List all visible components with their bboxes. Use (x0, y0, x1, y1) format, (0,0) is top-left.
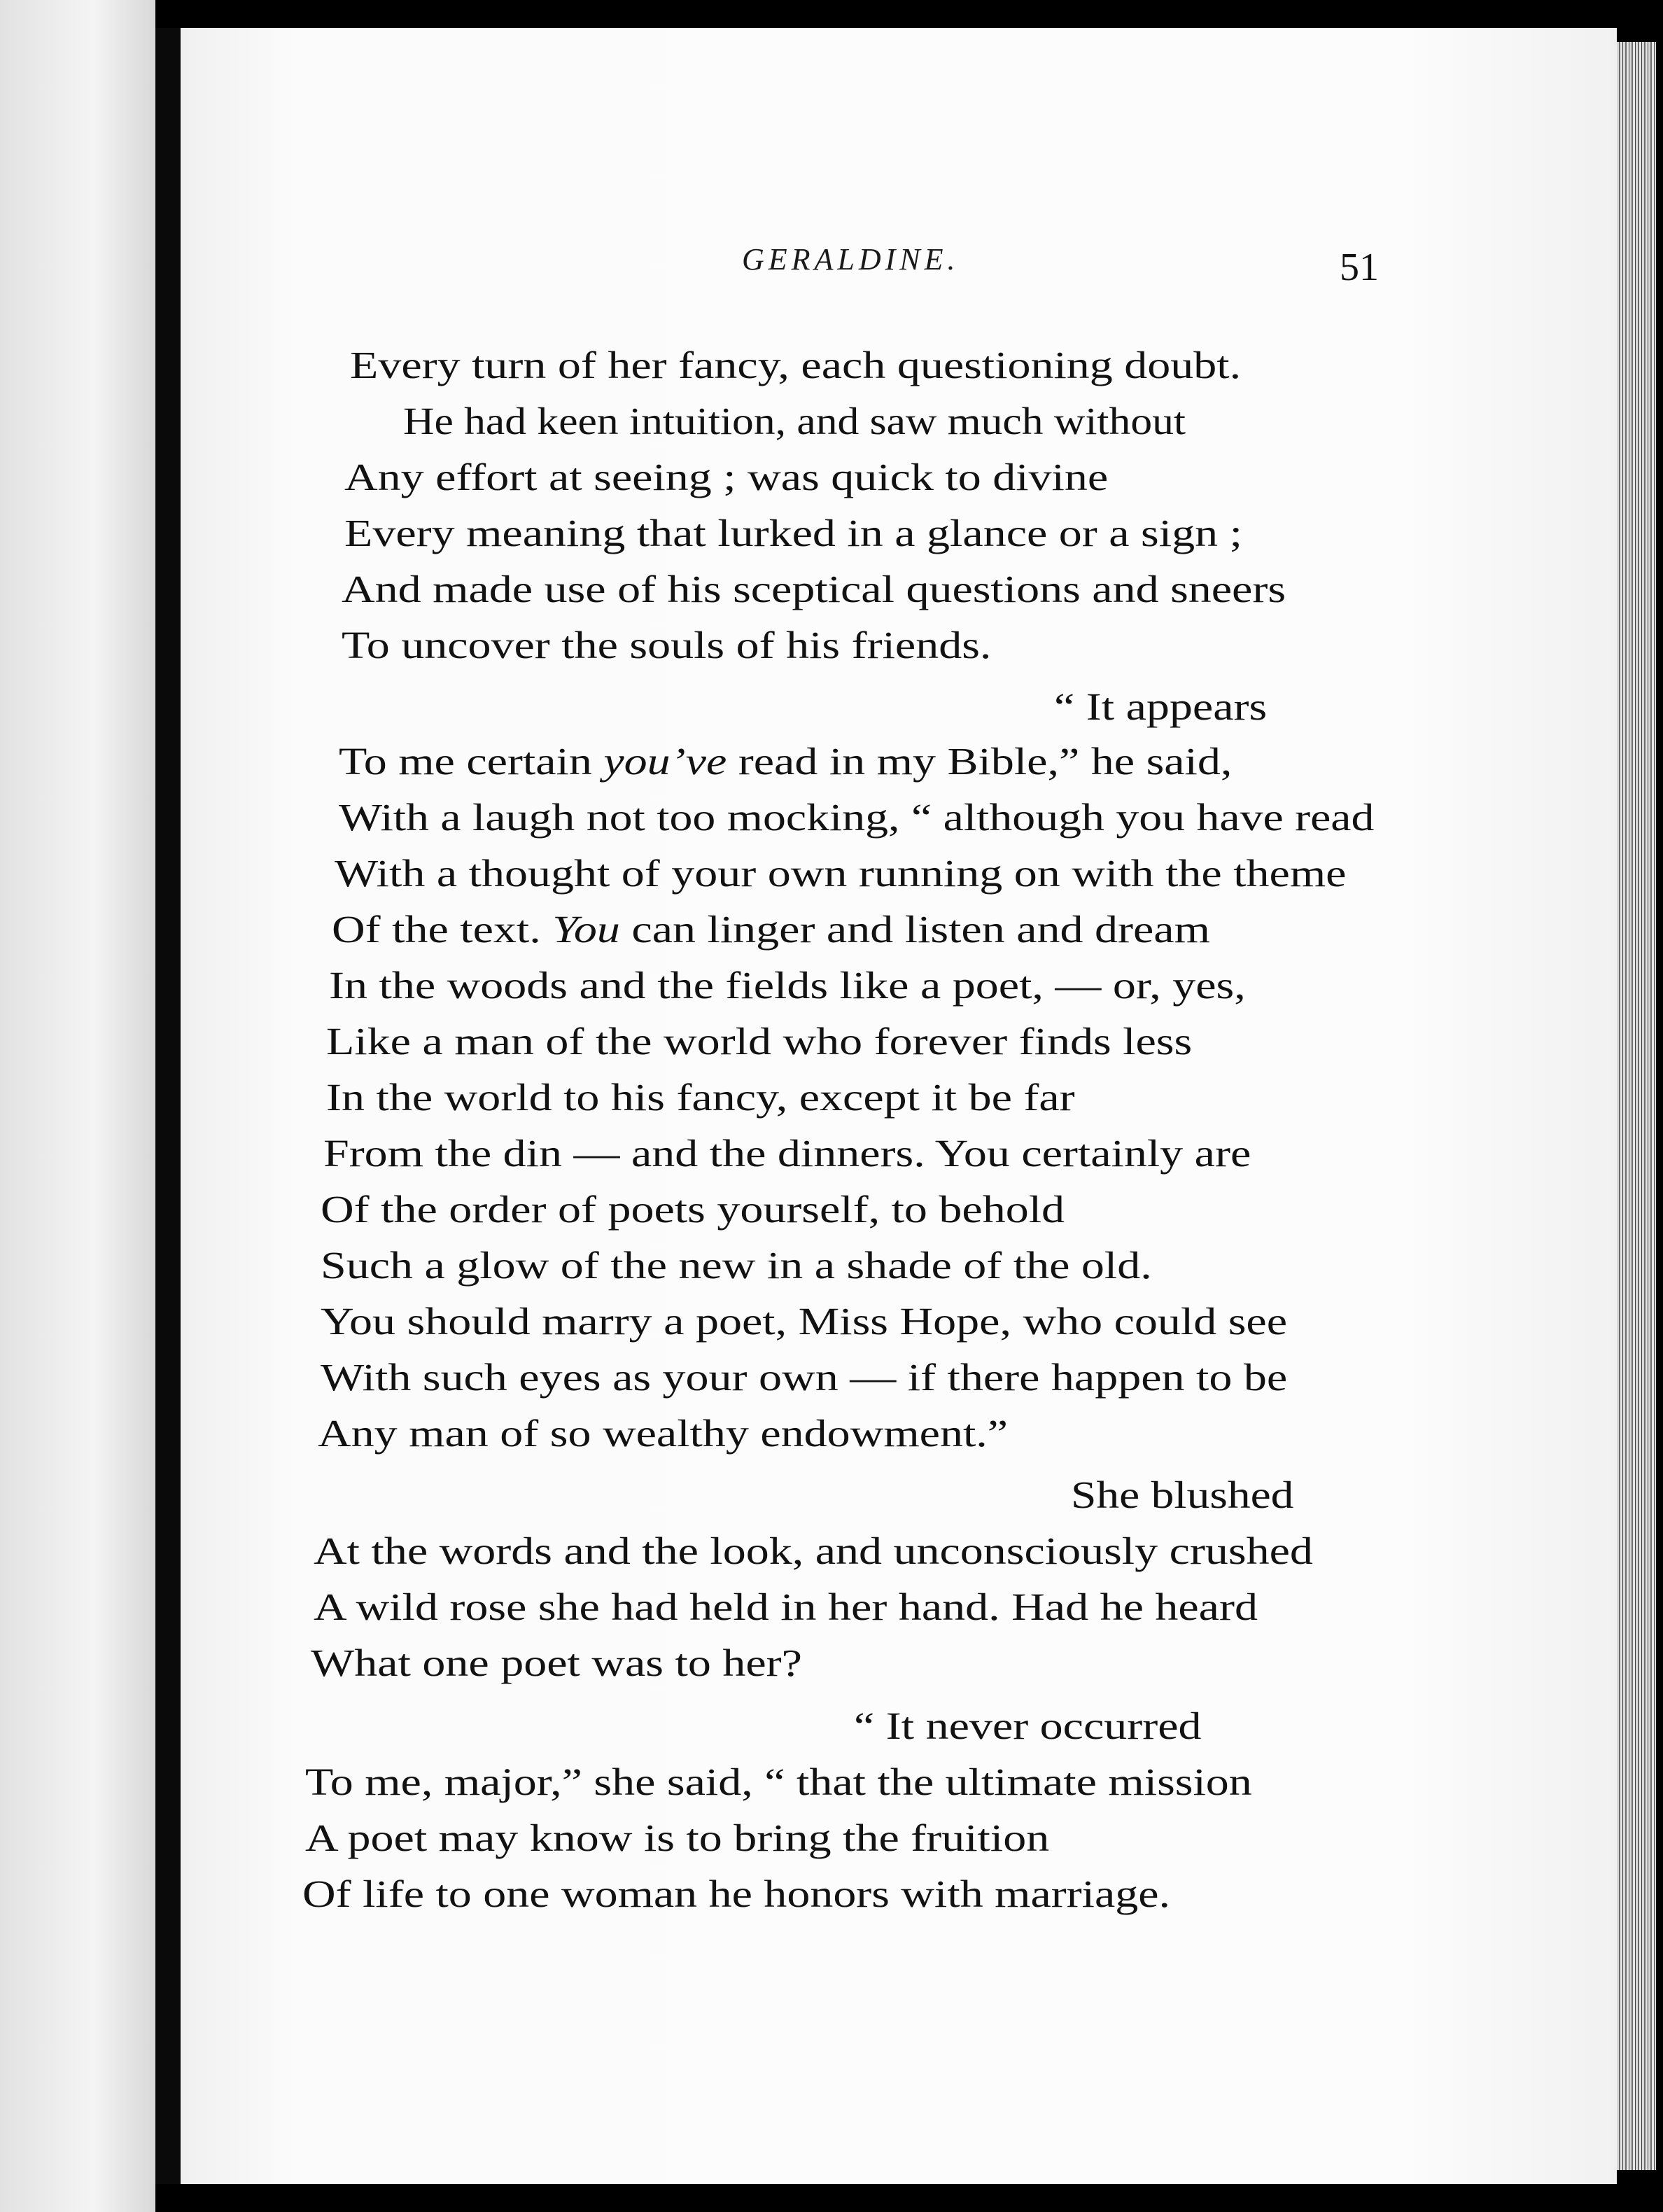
line-segment: Every meaning that lurked in a glance or a sign ; (344, 512, 1242, 554)
poem-line (344, 512, 1242, 554)
line-segment: read in my Bible,” he said, (727, 740, 1233, 783)
poem-line (332, 909, 1210, 951)
poem-line (342, 568, 1286, 610)
facing-page-edge (0, 0, 155, 2212)
line-segment: With a thought of your own running on with the theme (335, 852, 1347, 895)
line-segment: can linger and listen and dream (619, 908, 1210, 951)
line-segment: From the din — and the dinners. You certainly are (323, 1132, 1251, 1175)
poem-line (335, 853, 1346, 895)
line-segment: You should marry a poet, Miss Hope, who could see (321, 1300, 1288, 1343)
line-segment: At the words and the look, and unconsciously crushed (314, 1530, 1313, 1572)
line-segment: Of life to one woman he honors with marriage. (302, 1872, 1171, 1915)
poem-line (329, 965, 1246, 1007)
poem-line (350, 344, 1241, 386)
poem-line (321, 1245, 1152, 1287)
poem-line (323, 1133, 1251, 1175)
line-segment: To me certain (339, 740, 604, 783)
line-segment: She blushed (1071, 1474, 1294, 1516)
poem-line (854, 1705, 1202, 1747)
line-segment: He had keen intuition, and saw much without (403, 400, 1186, 442)
poem-line (318, 1413, 1008, 1455)
line-segment: Such a glow of the new in a shade of the old. (321, 1244, 1152, 1287)
line-segment: “ It never occurred (854, 1704, 1202, 1747)
line-segment: Any effort at seeing ; was quick to divine (344, 456, 1109, 498)
poem-line (326, 1021, 1192, 1063)
poem-line (326, 1077, 1075, 1119)
poem-line (314, 1530, 1313, 1572)
line-segment: A wild rose she had held in her hand. Had he heard (314, 1586, 1258, 1628)
line-segment: Like a man of the world who forever finds less (326, 1020, 1193, 1063)
poem-line (302, 1873, 1170, 1915)
poem-line (321, 1301, 1287, 1343)
poem-line (311, 1642, 802, 1684)
poem-line (305, 1817, 1049, 1859)
poem-line (403, 400, 1186, 442)
book-gutter (155, 28, 181, 2184)
line-segment: With a laugh not too mocking, “ although you have read (339, 796, 1375, 839)
line-segment: Of the order of poets yourself, to behold (321, 1188, 1065, 1231)
line-segment: Of the text. (332, 908, 553, 951)
line-segment: To uncover the souls of his friends. (342, 624, 992, 666)
line-segment: In the woods and the fields like a poet, — or, yes, (329, 964, 1246, 1007)
poem-line (1054, 686, 1267, 728)
poem-line (1071, 1474, 1293, 1516)
line-segment: In the world to his fancy, except it be far (326, 1076, 1075, 1119)
poem-line (339, 797, 1374, 839)
line-segment: Every turn of her fancy, each questioning doubt. (350, 344, 1242, 386)
running-header: GERALDINE. (742, 242, 960, 276)
poem-line (321, 1189, 1065, 1231)
page-block-edges (1617, 42, 1656, 2170)
page-number: 51 (1340, 246, 1379, 289)
poem-line (344, 456, 1108, 498)
line-segment: And made use of his sceptical questions and sneers (342, 568, 1286, 610)
italic-word: you’ve (603, 740, 727, 783)
poem-line (314, 1586, 1258, 1628)
italic-word: You (552, 908, 620, 951)
poem-line (305, 1761, 1252, 1803)
line-segment: Any man of so wealthy endowment.” (318, 1412, 1009, 1455)
poem-line (321, 1357, 1287, 1399)
poem-line (342, 624, 991, 666)
line-segment: “ It appears (1054, 685, 1268, 728)
line-segment: What one poet was to her? (311, 1642, 802, 1684)
line-segment: With such eyes as your own — if there happen to be (321, 1356, 1288, 1399)
poem-line (339, 741, 1232, 783)
line-segment: A poet may know is to bring the fruition (305, 1816, 1050, 1859)
line-segment: To me, major,” she said, “ that the ultimate mission (305, 1760, 1252, 1803)
